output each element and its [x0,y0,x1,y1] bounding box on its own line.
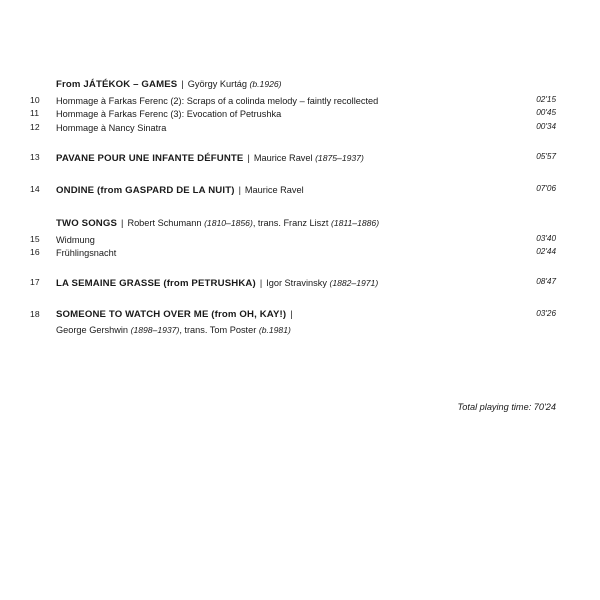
work-composer-dates: (1898–1937) [130,325,180,336]
work-separator: | [247,152,250,163]
group-composer-dates: (b.1926) [249,79,282,89]
work-separator: | [259,277,263,288]
group-separator: | [181,79,184,89]
track-number: 10 [30,94,40,105]
group-composer: György Kurtág [187,79,247,89]
total-playing-time: Total playing time: 70'24 [457,402,556,412]
group-header-cell [56,201,556,234]
track-title: Frühlingsnacht [56,248,117,259]
track-number: 12 [30,121,40,132]
group-composer-dates: (1810–1856) [204,217,253,228]
work-composer: Igor Stravinsky [266,277,327,288]
track-number: 14 [30,184,40,195]
track-title-cell [56,168,514,201]
track-duration: 00'34 [536,121,556,131]
track-number: 16 [30,247,40,258]
track-number: 17 [30,276,40,287]
work-composer: George Gershwin [56,325,129,336]
group-header-num-spacer [30,78,56,95]
track-duration: 05'57 [536,151,556,161]
group-title: TWO SONGS [56,217,118,229]
track-title-cell [56,136,514,169]
work-separator: | [290,309,293,320]
group-separator: | [121,217,124,228]
work-separator: | [238,185,241,196]
track-row [30,136,556,169]
track-title: Hommage à Nancy Sinatra [56,122,167,133]
track-row [30,261,556,294]
work-title: PAVANE POUR UNE INFANTE DÉFUNTE [56,152,244,164]
track-duration: 07'06 [536,184,556,194]
group-header-cell [56,78,556,95]
group-header-row [30,78,556,95]
track-duration: 03'26 [536,309,556,319]
track-row [30,247,556,261]
track-row [30,168,556,201]
track-title: Hommage à Farkas Ferenc (3): Evocation of Petrushka [56,109,282,120]
work-title: ONDINE (from GASPARD DE LA NUIT) [56,185,235,197]
track-row [30,293,556,339]
track-number: 18 [30,309,40,320]
tracklist-table [30,78,556,339]
track-title: Widmung [56,234,95,245]
track-row [30,234,556,248]
track-number: 11 [30,108,40,119]
track-row [30,95,556,109]
group-header-num-spacer [30,201,56,234]
track-title-cell [56,293,514,339]
track-number: 15 [30,233,40,244]
track-duration: 00'45 [536,108,556,118]
work-composer-dates: (1882–1971) [329,277,379,288]
track-title: Hommage à Farkas Ferenc (2): Scraps of a colinda melody – faintly recollected [56,95,379,106]
work-title: SOMEONE TO WATCH OVER ME (from OH, KAY!) [56,309,287,321]
work-arranger-dates: (b.1981) [258,325,291,336]
track-duration: 03'40 [536,233,556,243]
track-row [30,108,556,122]
track-row [30,122,556,136]
track-number: 13 [30,151,40,162]
track-duration: 02'15 [536,94,556,104]
work-composer-dates: (1875–1937) [315,152,364,163]
track-title-cell [56,261,514,294]
work-credit-line [56,322,506,336]
work-arranger: , trans. Tom Poster [179,325,257,336]
work-title: LA SEMAINE GRASSE (from PETRUSHKA) [56,277,256,289]
group-title: From JÁTÉKOK – GAMES [56,79,178,90]
group-header-row [30,201,556,234]
work-composer: Maurice Ravel [253,152,313,163]
track-duration: 02'44 [536,247,556,257]
group-arranger-dates: (1811–1886) [330,217,380,228]
group-arranger: , trans. Franz Liszt [252,217,329,228]
group-composer: Robert Schumann [127,217,202,228]
work-composer: Maurice Ravel [244,185,304,196]
track-duration: 08'47 [536,276,556,286]
